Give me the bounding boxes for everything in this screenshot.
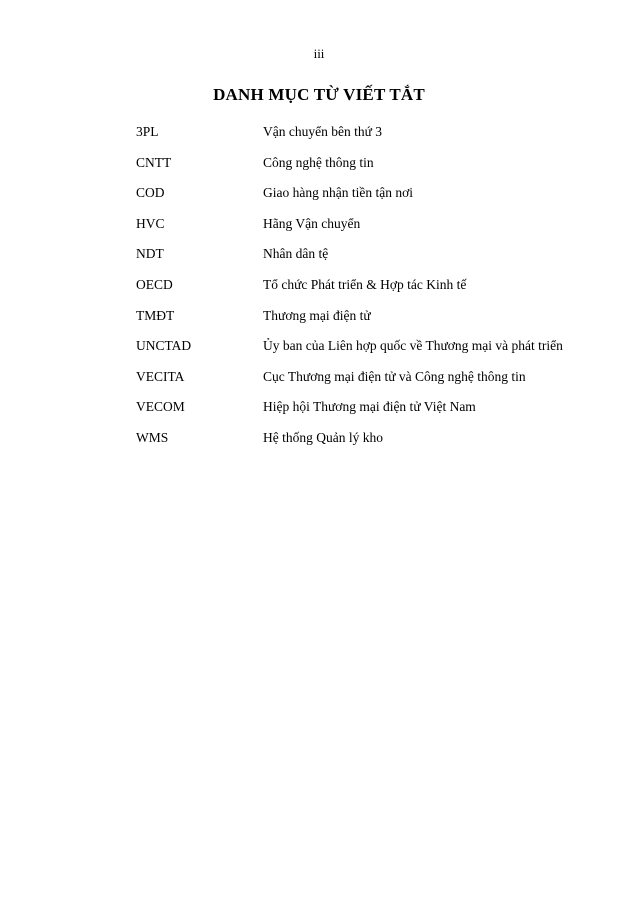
abbreviation-row <box>136 337 616 368</box>
abbreviation-definition: Công nghệ thông tin <box>263 154 374 170</box>
abbreviation-row <box>136 184 616 215</box>
abbreviation-term: NDT <box>136 246 164 262</box>
abbreviation-term: COD <box>136 185 165 201</box>
abbreviation-definition: Tổ chức Phát triển & Hợp tác Kinh tế <box>263 276 467 292</box>
abbreviation-row <box>136 398 616 429</box>
abbreviation-row <box>136 276 616 307</box>
abbreviation-term: VECOM <box>136 399 185 415</box>
abbreviation-row <box>136 429 616 460</box>
abbreviation-term: OECD <box>136 276 173 292</box>
abbreviation-definition: Giao hàng nhận tiền tận nơi <box>263 185 413 201</box>
page-number: iii <box>313 46 325 61</box>
abbreviation-term: VECITA <box>136 368 185 384</box>
abbreviation-definition: Hệ thống Quản lý kho <box>263 429 383 445</box>
abbreviation-row <box>136 368 616 399</box>
abbreviation-row <box>136 154 616 185</box>
abbreviation-definition: Ủy ban của Liên hợp quốc về Thương mại và phát triển <box>263 338 563 354</box>
abbreviation-definition: Nhân dân tệ <box>263 246 329 262</box>
abbreviation-definition: Cục Thương mại điện tử và Công nghệ thông tin <box>263 368 526 384</box>
abbreviation-list <box>136 123 616 460</box>
abbreviation-definition: Hãng Vận chuyển <box>263 215 361 231</box>
abbreviation-term: TMĐT <box>136 307 175 323</box>
abbreviation-definition: Vận chuyển bên thứ 3 <box>263 124 383 139</box>
abbreviation-definition: Thương mại điện tử <box>263 307 371 323</box>
abbreviation-row <box>136 215 616 246</box>
abbreviation-term: HVC <box>136 215 165 231</box>
abbreviation-definition: Hiệp hội Thương mại điện tử Việt Nam <box>263 399 476 415</box>
abbreviation-row <box>136 307 616 338</box>
page-title: DANH MỤC TỪ VIẾT TẮT <box>213 85 425 104</box>
abbreviation-row <box>136 245 616 276</box>
abbreviation-term: CNTT <box>136 154 172 170</box>
abbreviation-row <box>136 123 616 154</box>
abbreviation-term: UNCTAD <box>136 338 192 354</box>
abbreviation-term: WMS <box>136 429 169 445</box>
abbreviation-term: 3PL <box>136 124 159 139</box>
